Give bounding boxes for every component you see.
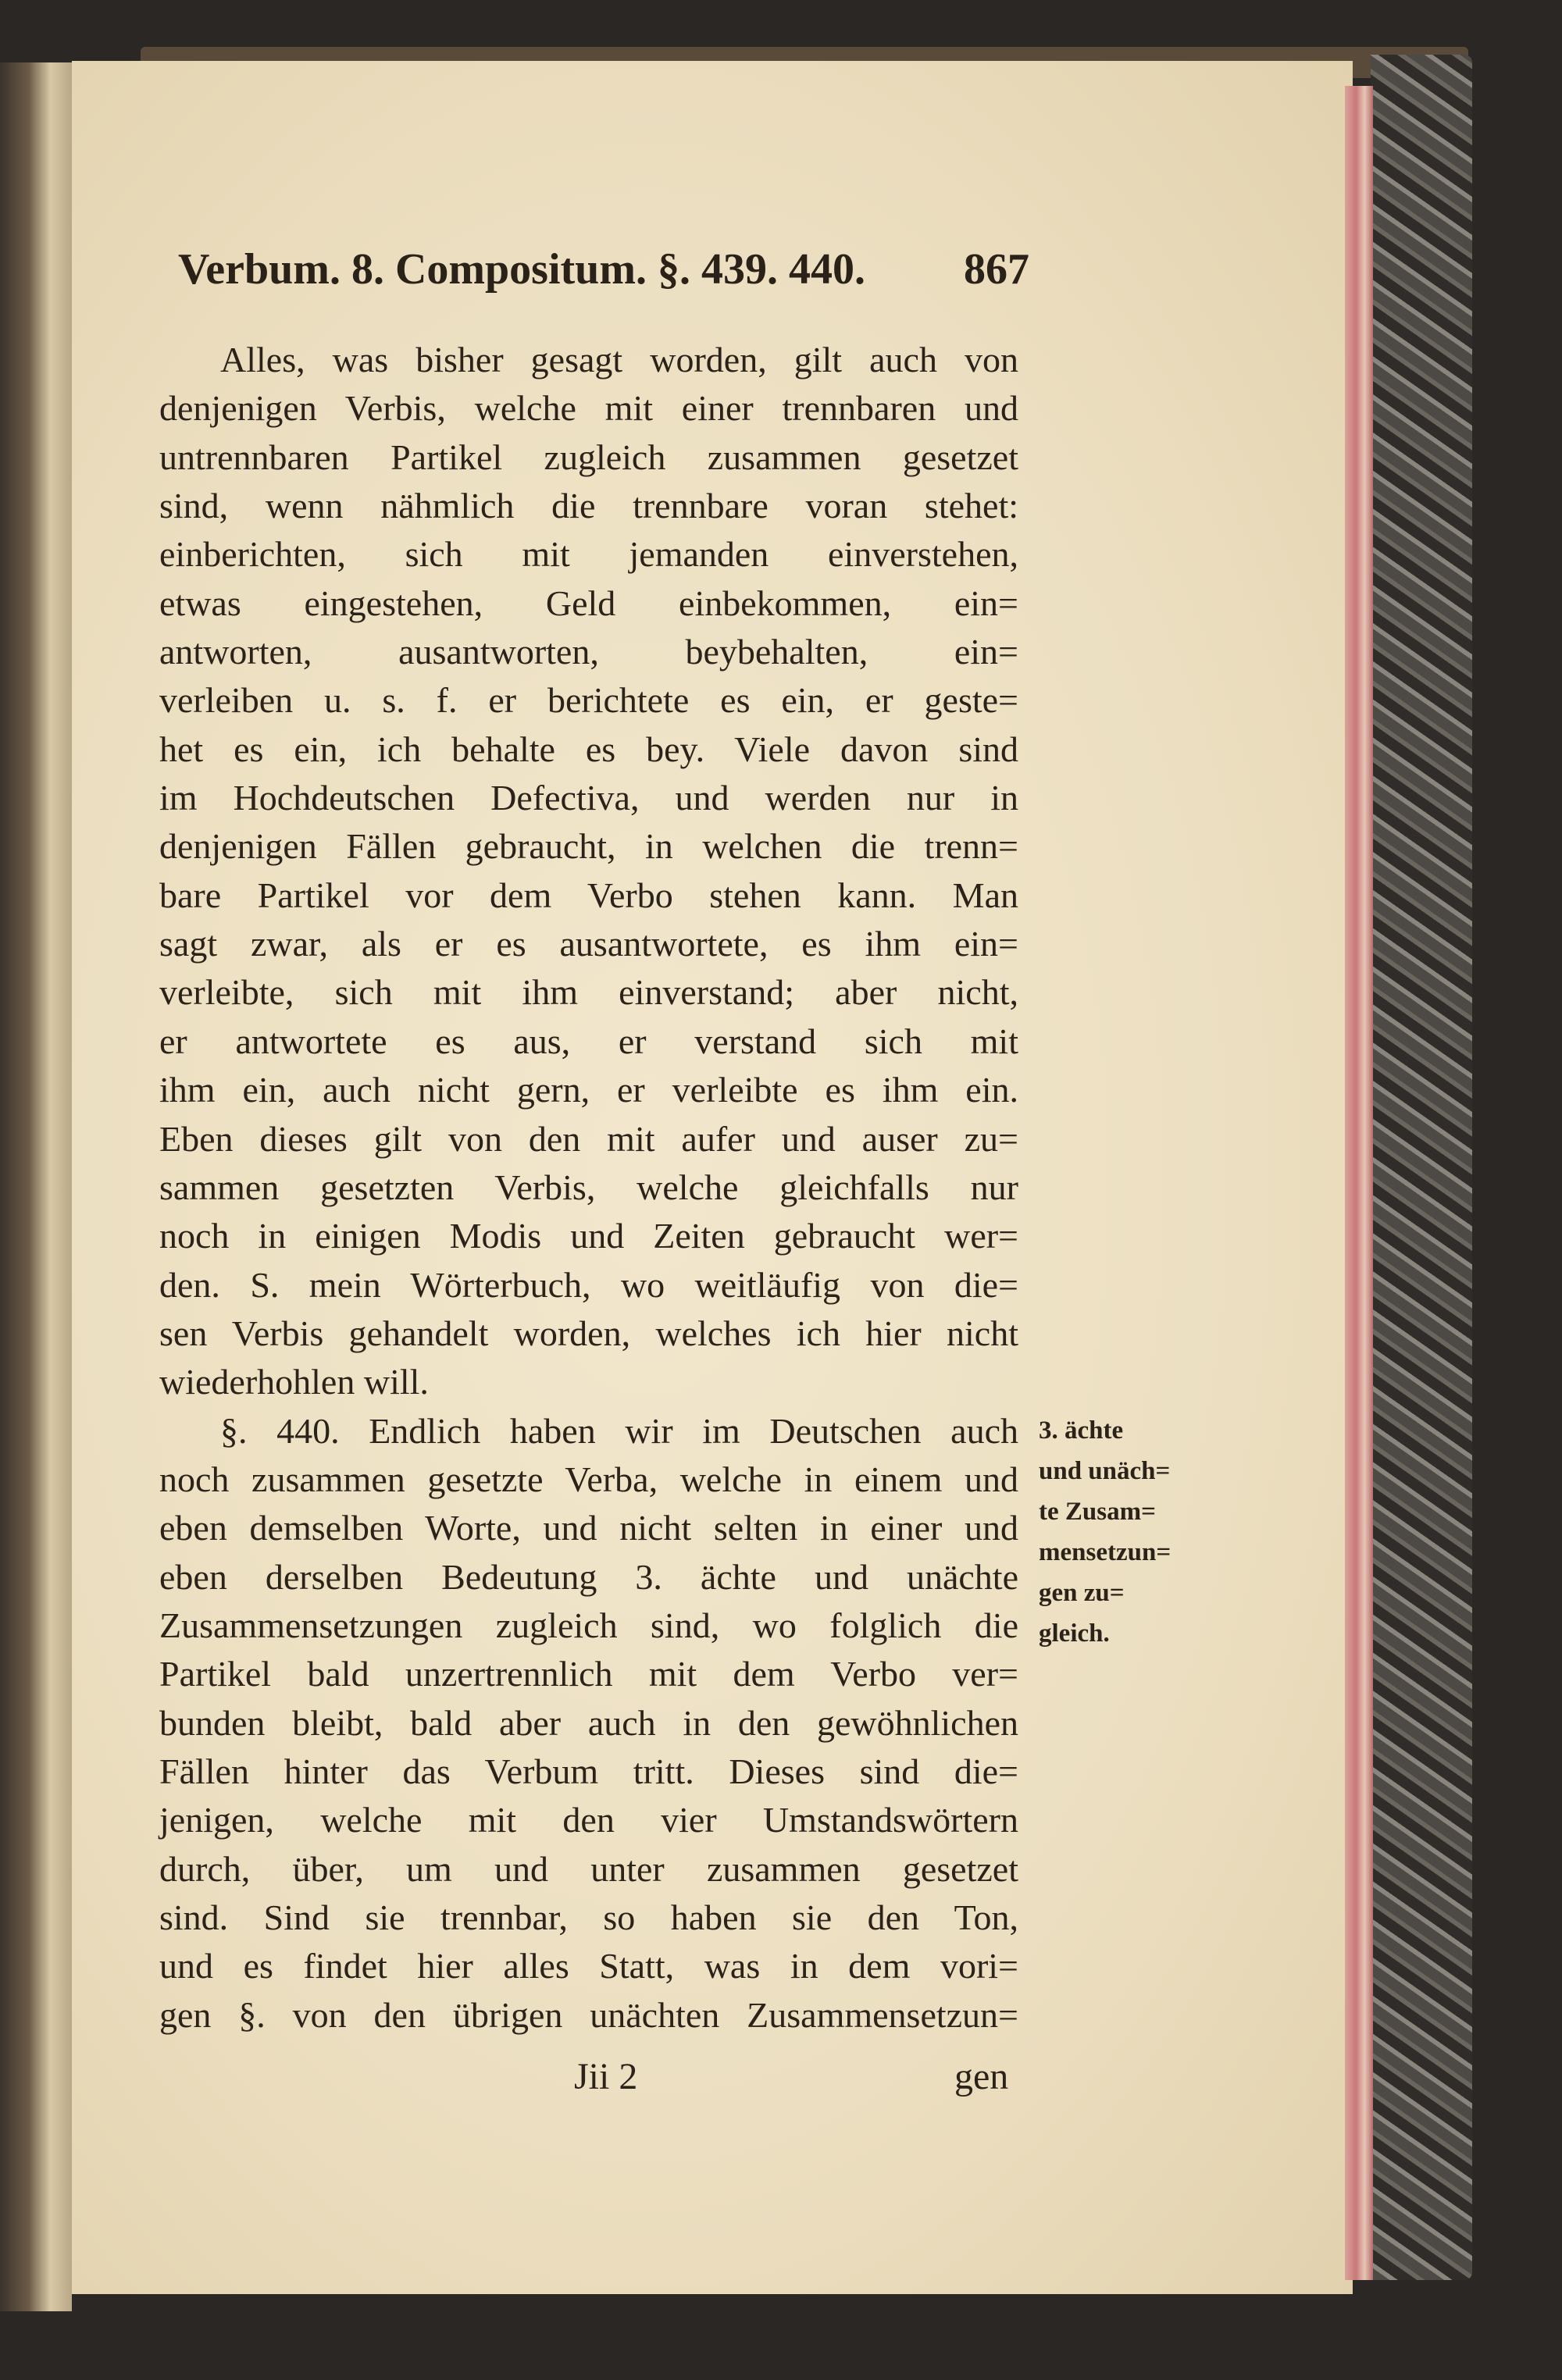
text-line: wiederhohlen will. bbox=[159, 1362, 429, 1402]
text-line: er antwortete es aus, er verstand sich mit bbox=[159, 1021, 1018, 1061]
margin-note-line: und unäch= bbox=[1039, 1457, 1171, 1485]
facing-page-edge bbox=[0, 62, 72, 2311]
margin-note-line: gleich. bbox=[1039, 1619, 1110, 1648]
text-line: noch in einigen Modis und Zeiten gebraucht wer= bbox=[159, 1216, 1018, 1256]
running-header bbox=[178, 244, 1029, 295]
margin-note-line: mensetzun= bbox=[1039, 1538, 1172, 1566]
text-line: im Hochdeutschen Defectiva, und werden nur in bbox=[159, 778, 1018, 818]
text-line: Zusammensetzungen zugleich sind, wo folglich die bbox=[159, 1605, 1018, 1645]
text-line: §. 440. Endlich haben wir im Deutschen auch bbox=[220, 1410, 1018, 1451]
signature-mark: Jii 2 bbox=[574, 2056, 638, 2097]
text-line: denjenigen Fällen gebraucht, in welchen die trenn= bbox=[159, 826, 1018, 867]
text-line: sind. Sind sie trennbar, so haben sie den Ton, bbox=[159, 1897, 1018, 1937]
text-line: gen §. von den übrigen unächten Zusammensetzun= bbox=[159, 1994, 1018, 2035]
text-line: untrennbaren Partikel zugleich zusammen gesetzet bbox=[159, 436, 1018, 477]
text-line: Partikel bald unzertrennlich mit dem Verbo ver= bbox=[159, 1654, 1018, 1694]
marbled-cover bbox=[1371, 55, 1472, 2280]
text-line: verleiben u. s. f. er berichtete es ein, er geste= bbox=[159, 680, 1018, 721]
text-line: Fällen hinter das Verbum tritt. Dieses sind die= bbox=[159, 1751, 1018, 1791]
text-line: etwas eingestehen, Geld einbekommen, ein= bbox=[159, 583, 1018, 623]
text-line: bunden bleibt, bald aber auch in den gewöhnlichen bbox=[159, 1702, 1018, 1743]
body-text bbox=[159, 336, 1018, 2040]
text-line: antworten, ausantworten, beybehalten, ein= bbox=[159, 632, 1018, 672]
text-line: eben derselben Bedeutung 3. ächte und unächte bbox=[159, 1556, 1018, 1597]
text-line: einberichten, sich mit jemanden einverstehen, bbox=[159, 534, 1018, 575]
margin-note-line: 3. ächte bbox=[1039, 1416, 1124, 1445]
catchword: gen bbox=[954, 2056, 1009, 2097]
text-line: sagt zwar, als er es ausantwortete, es ihm ein= bbox=[159, 924, 1018, 964]
text-line: verleibte, sich mit ihm einverstand; aber nicht, bbox=[159, 972, 1018, 1013]
margin-note bbox=[1039, 1410, 1203, 1654]
text-line: sammen gesetzten Verbis, welche gleichfalls nur bbox=[159, 1167, 1018, 1207]
text-line: denjenigen Verbis, welche mit einer trennbaren und bbox=[159, 388, 1018, 429]
text-line: eben demselben Worte, und nicht selten in einer und bbox=[159, 1508, 1018, 1548]
red-page-edge bbox=[1345, 86, 1373, 2280]
text-line: bare Partikel vor dem Verbo stehen kann. Man bbox=[159, 875, 1018, 915]
running-title: Verbum. 8. Compositum. §. 439. 440. bbox=[178, 245, 865, 294]
text-line: ihm ein, auch nicht gern, er verleibte es ihm ein. bbox=[159, 1070, 1018, 1110]
text-line: jenigen, welche mit den vier Umstandswörtern bbox=[159, 1800, 1018, 1840]
text-line: sen Verbis gehandelt worden, welches ich hier nicht bbox=[159, 1313, 1018, 1353]
text-line: den. S. mein Wörterbuch, wo weitläufig von die= bbox=[159, 1264, 1018, 1305]
text-line: het es ein, ich behalte es bey. Viele davon sind bbox=[159, 729, 1018, 769]
text-line: und es findet hier alles Statt, was in dem vori= bbox=[159, 1946, 1018, 1986]
text-line: durch, über, um und unter zusammen gesetzet bbox=[159, 1848, 1018, 1889]
text-line: noch zusammen gesetzte Verba, welche in einem und bbox=[159, 1459, 1018, 1499]
margin-note-line: gen zu= bbox=[1039, 1579, 1125, 1607]
text-line: sind, wenn nähmlich die trennbare voran stehet: bbox=[159, 486, 1018, 526]
margin-note-line: te Zusam= bbox=[1039, 1498, 1156, 1526]
text-line: Alles, was bisher gesagt worden, gilt auch von bbox=[220, 340, 1018, 379]
page-number: 867 bbox=[964, 245, 1029, 294]
text-line: Eben dieses gilt von den mit aufer und auser zu= bbox=[159, 1118, 1018, 1159]
